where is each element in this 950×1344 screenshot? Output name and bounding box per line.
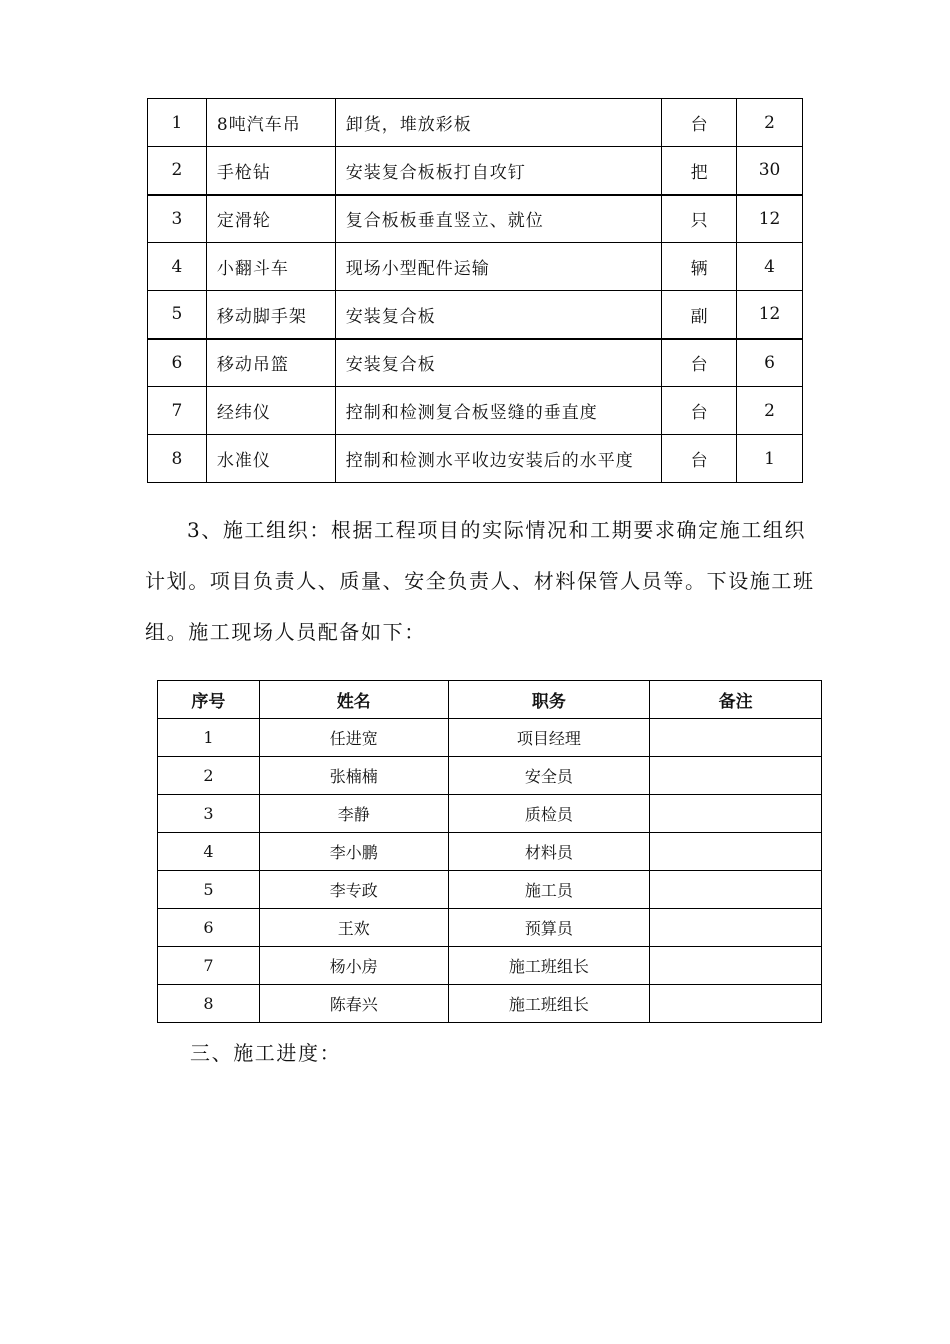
cell-usage: 安装复合板 <box>335 339 661 387</box>
staff-table-body <box>158 719 822 1023</box>
cell-quantity: 12 <box>737 195 803 243</box>
equipment-table-body <box>148 99 803 483</box>
table-row <box>158 795 822 833</box>
cell-no: 3 <box>148 195 207 243</box>
cell-unit: 台 <box>662 339 737 387</box>
cell-usage: 安装复合板板打自攻钉 <box>335 147 661 195</box>
header-no: 序号 <box>158 681 260 719</box>
cell-role: 安全员 <box>448 757 650 795</box>
cell-quantity: 1 <box>737 435 803 483</box>
table-row <box>158 871 822 909</box>
cell-role: 预算员 <box>448 909 650 947</box>
cell-name: 李专政 <box>259 871 448 909</box>
cell-usage: 复合板板垂直竖立、就位 <box>335 195 661 243</box>
cell-note <box>650 909 822 947</box>
cell-no: 4 <box>148 243 207 291</box>
cell-role: 施工班组长 <box>448 947 650 985</box>
table-row <box>148 99 803 147</box>
cell-usage: 控制和检测水平收边安装后的水平度 <box>335 435 661 483</box>
cell-quantity: 12 <box>737 291 803 339</box>
table-row <box>148 435 803 483</box>
cell-unit: 副 <box>662 291 737 339</box>
cell-unit: 台 <box>662 387 737 435</box>
cell-no: 2 <box>158 757 260 795</box>
cell-no: 1 <box>158 719 260 757</box>
cell-no: 2 <box>148 147 207 195</box>
cell-no: 5 <box>158 871 260 909</box>
cell-role: 质检员 <box>448 795 650 833</box>
cell-equipment-name: 移动脚手架 <box>206 291 335 339</box>
table-row <box>148 243 803 291</box>
cell-name: 李静 <box>259 795 448 833</box>
cell-note <box>650 795 822 833</box>
table-row <box>148 291 803 339</box>
cell-no: 6 <box>158 909 260 947</box>
staff-table-header-row <box>158 681 822 719</box>
cell-no: 6 <box>148 339 207 387</box>
section-heading-schedule: 三、施工进度： <box>190 1041 342 1065</box>
cell-no: 3 <box>158 795 260 833</box>
cell-name: 王欢 <box>259 909 448 947</box>
cell-no: 8 <box>158 985 260 1023</box>
cell-note <box>650 985 822 1023</box>
cell-name: 杨小房 <box>259 947 448 985</box>
cell-no: 8 <box>148 435 207 483</box>
cell-unit: 只 <box>662 195 737 243</box>
cell-role: 施工班组长 <box>448 985 650 1023</box>
cell-equipment-name: 手枪钻 <box>206 147 335 195</box>
cell-quantity: 2 <box>737 387 803 435</box>
cell-no: 1 <box>148 99 207 147</box>
cell-equipment-name: 移动吊篮 <box>206 339 335 387</box>
cell-equipment-name: 水准仪 <box>206 435 335 483</box>
cell-name: 李小鹏 <box>259 833 448 871</box>
cell-unit: 辆 <box>662 243 737 291</box>
cell-unit: 台 <box>662 435 737 483</box>
cell-usage: 现场小型配件运输 <box>335 243 661 291</box>
cell-no: 7 <box>148 387 207 435</box>
table-row <box>148 339 803 387</box>
table-row <box>158 985 822 1023</box>
cell-no: 5 <box>148 291 207 339</box>
cell-name: 陈春兴 <box>259 985 448 1023</box>
cell-quantity: 30 <box>737 147 803 195</box>
cell-usage: 安装复合板 <box>335 291 661 339</box>
table-row <box>158 719 822 757</box>
cell-equipment-name: 经纬仪 <box>206 387 335 435</box>
cell-role: 施工员 <box>448 871 650 909</box>
equipment-table <box>147 98 803 483</box>
cell-note <box>650 757 822 795</box>
cell-equipment-name: 8吨汽车吊 <box>206 99 335 147</box>
table-row <box>148 195 803 243</box>
cell-usage: 卸货，堆放彩板 <box>335 99 661 147</box>
cell-note <box>650 947 822 985</box>
cell-quantity: 2 <box>737 99 803 147</box>
table-row <box>158 757 822 795</box>
table-row <box>158 833 822 871</box>
table-row <box>148 387 803 435</box>
cell-usage: 控制和检测复合板竖缝的垂直度 <box>335 387 661 435</box>
cell-note <box>650 719 822 757</box>
cell-name: 任进宽 <box>259 719 448 757</box>
cell-quantity: 4 <box>737 243 803 291</box>
cell-equipment-name: 小翻斗车 <box>206 243 335 291</box>
cell-quantity: 6 <box>737 339 803 387</box>
table-row <box>158 947 822 985</box>
cell-note <box>650 833 822 871</box>
header-name: 姓名 <box>259 681 448 719</box>
cell-no: 4 <box>158 833 260 871</box>
paragraph-construction-organization: 3、施工组织：根据工程项目的实际情况和工期要求确定施工组织计划。项目负责人、质量、安全负责人、材料保管人员等。下设施工班组。施工现场人员配备如下： <box>145 518 815 644</box>
cell-unit: 台 <box>662 99 737 147</box>
cell-no: 7 <box>158 947 260 985</box>
header-role: 职务 <box>448 681 650 719</box>
staff-table <box>157 680 822 1023</box>
cell-equipment-name: 定滑轮 <box>206 195 335 243</box>
header-note: 备注 <box>650 681 822 719</box>
cell-role: 材料员 <box>448 833 650 871</box>
cell-note <box>650 871 822 909</box>
table-row <box>148 147 803 195</box>
cell-unit: 把 <box>662 147 737 195</box>
cell-role: 项目经理 <box>448 719 650 757</box>
table-row <box>158 909 822 947</box>
cell-name: 张楠楠 <box>259 757 448 795</box>
